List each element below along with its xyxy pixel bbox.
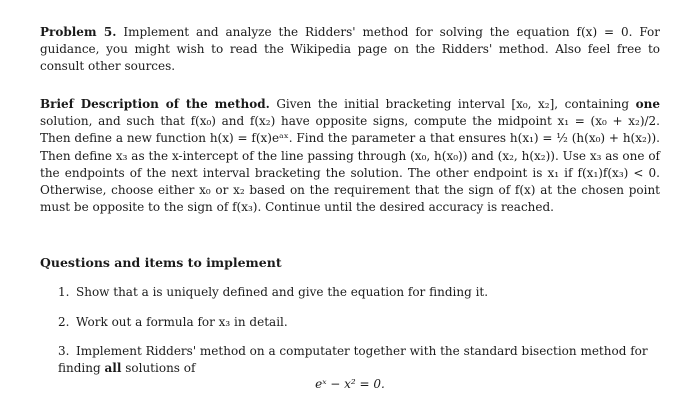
brief-one-emphasis: one xyxy=(635,97,660,111)
problem-text: Implement and analyze the Ridders' method for solving the equation f(x) = 0. For guidance, you might wish to read the Wikipedia page on the Ridders' method. Also feel free to consult other sources. xyxy=(40,25,660,74)
question-item-number: 1. xyxy=(58,285,70,299)
question-item-text: Work out a formula for x₃ in detail. xyxy=(76,315,288,329)
question-item-number: 3. xyxy=(58,344,70,358)
brief-text-a: Given the initial bracketing interval [x₀, x₂], containing xyxy=(276,97,630,111)
question-item-2 xyxy=(58,314,660,331)
question-item-3 xyxy=(58,343,660,377)
problem-label: Problem 5. xyxy=(40,25,117,39)
question-item-text-a: Implement Ridders' method on a computater together with the standard bisection method for finding xyxy=(58,344,648,376)
problem-paragraph xyxy=(40,24,660,76)
display-equation: eˣ − x² = 0. xyxy=(315,377,385,391)
question-item-1 xyxy=(58,284,660,301)
question-item-text-b: solutions of xyxy=(125,361,196,376)
question-all-emphasis: all xyxy=(104,361,122,376)
brief-description-paragraph xyxy=(40,96,660,216)
brief-description-label: Brief Description of the method. xyxy=(40,97,270,111)
question-item-number: 2. xyxy=(58,315,70,329)
questions-heading: Questions and items to implement xyxy=(40,255,282,270)
brief-text-b: solution, and such that f(x₀) and f(x₂) have opposite signs, compute the midpoint x₁ = (x₀ + x₂)/2. Then define a new function h(x) = f(x)eᵃˣ. Find the parameter a that ensures h(x₁) = ½ (h(x₀) + h(x₂)). Then define x₃ as the x-intercept of the line passing through (x₀, h(x₀)) and (x₂, h(x₂)). Use x₃ as one of the endpoints of the next interval bracketing the solution. The other endpoint is x₁ if f(x₁)f(x₃) < 0. Otherwise, choose either x₀ or x₂ based on the requirement that the sign of f(x) at the chosen point must be opposite to the sign of f(x₃). Continue until the desired accuracy is reached. xyxy=(40,114,660,215)
question-item-text: Show that a is uniquely defined and give the equation for finding it. xyxy=(76,285,489,299)
